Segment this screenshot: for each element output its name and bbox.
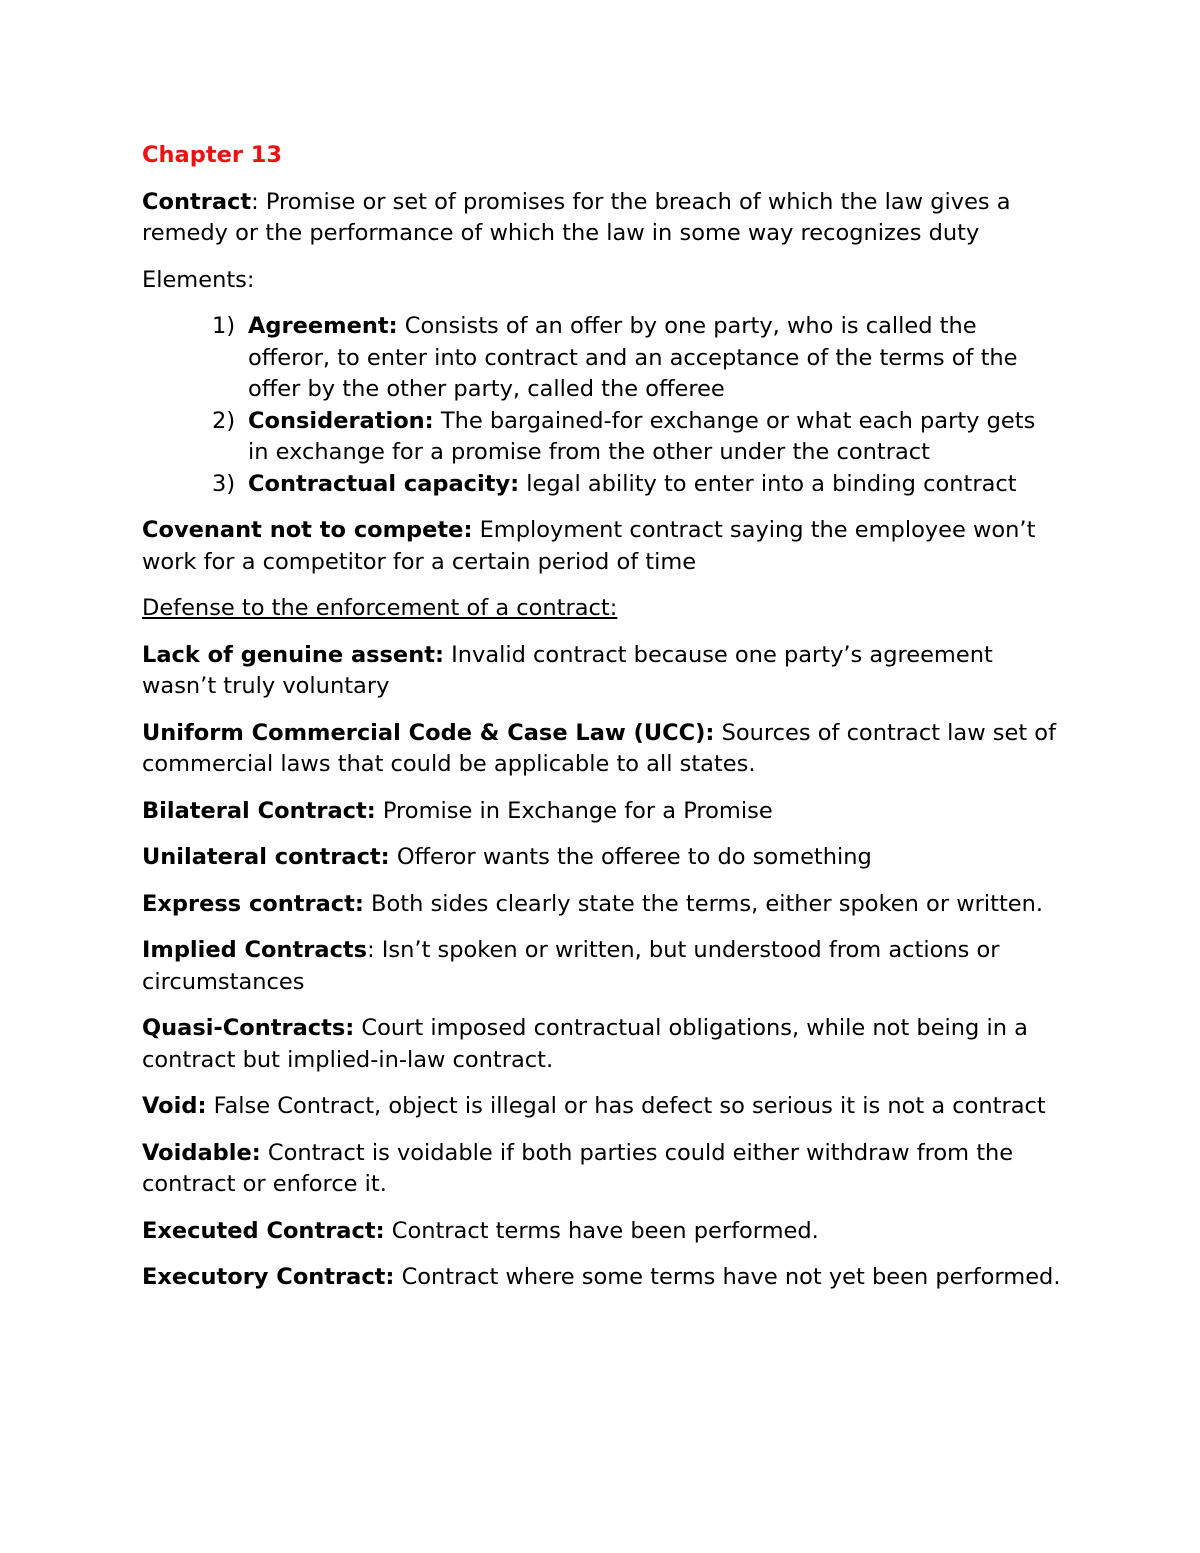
term: Executory Contract: (142, 1264, 395, 1290)
elements-label: Elements: (142, 266, 255, 293)
term: Contractual capacity: (248, 470, 520, 497)
definition-paragraph (142, 796, 1062, 828)
definition-paragraph (142, 1013, 1062, 1076)
list-number: 2) (212, 407, 236, 434)
definition: Employment contract saying the employee won’t work for a competitor for a certain period of time (142, 517, 1036, 575)
definition-paragraph (142, 640, 1062, 703)
term: Quasi-Contracts: (142, 1015, 355, 1041)
term: Lack of genuine assent: (142, 641, 444, 668)
definition: legal ability to enter into a binding contract (519, 470, 1017, 497)
definition: False Contract, object is illegal or has defect so serious it is not a contract (206, 1093, 1046, 1119)
term: Implied Contracts (142, 937, 368, 963)
term: Executed Contract: (142, 1217, 385, 1244)
term: Agreement: (248, 313, 398, 339)
definition-paragraph (142, 889, 1062, 921)
definition-paragraph (142, 718, 1062, 781)
contract-definition (142, 187, 1062, 250)
chapter-title: Chapter 13 (142, 142, 283, 168)
elements-list (142, 311, 1062, 500)
term: Unilateral contract: (142, 844, 390, 870)
term: Contract (142, 188, 252, 215)
definition: Sources of contract law set of commercial laws that could be applicable to all states. (142, 719, 1056, 777)
list-item (212, 469, 1062, 501)
separator: : (251, 188, 266, 215)
list-number: 3) (212, 470, 236, 497)
definition: Contract terms have been performed. (384, 1217, 819, 1244)
list-item (212, 311, 1062, 406)
definition: Invalid contract because one party’s agreement wasn’t truly voluntary (142, 641, 993, 699)
section-heading: Defense to the enforcement of a contract: (142, 595, 618, 621)
term: Voidable: (142, 1139, 261, 1166)
definition: Offeror wants the offeree to do something (389, 844, 872, 870)
term: Covenant not to compete: (142, 517, 473, 543)
definition-paragraph (142, 1091, 1062, 1123)
definition-paragraph (142, 1138, 1062, 1201)
covenant-definition (142, 515, 1062, 578)
list-number: 1) (212, 313, 236, 339)
definition-paragraph (142, 1262, 1062, 1294)
definition-paragraph (142, 842, 1062, 874)
definition: Court imposed contractual obligations, while not being in a contract but implied-in-law contract. (142, 1015, 1028, 1073)
definition: Contract is voidable if both parties could either withdraw from the contract or enforce it. (142, 1139, 1014, 1197)
definition: The bargained-for exchange or what each party gets in exchange for a promise from the other under the contract (248, 407, 1036, 465)
document-body (142, 140, 1062, 1294)
definition: : Isn’t spoken or written, but understood from actions or circumstances (142, 937, 1000, 995)
term: Express contract: (142, 890, 364, 917)
definition-paragraph (142, 935, 1062, 998)
term: Consideration: (248, 407, 434, 434)
definition: Both sides clearly state the terms, either spoken or written. (363, 890, 1044, 917)
definition: Contract where some terms have not yet been performed. (394, 1264, 1061, 1290)
definition: Promise in Exchange for a Promise (375, 797, 773, 824)
definition-paragraph (142, 1216, 1062, 1248)
term: Bilateral Contract: (142, 797, 376, 824)
list-item (212, 406, 1062, 469)
term: Uniform Commercial Code & Case Law (UCC): (142, 719, 715, 746)
definition: Promise or set of promises for the breach of which the law gives a remedy or the performance of which the law in some way recognizes duty (142, 188, 1011, 246)
definition: Consists of an offer by one party, who is called the offeror, to enter into contract and an acceptance of the terms of the offer by the other party, called the offeree (248, 313, 1018, 402)
term: Void: (142, 1093, 207, 1119)
